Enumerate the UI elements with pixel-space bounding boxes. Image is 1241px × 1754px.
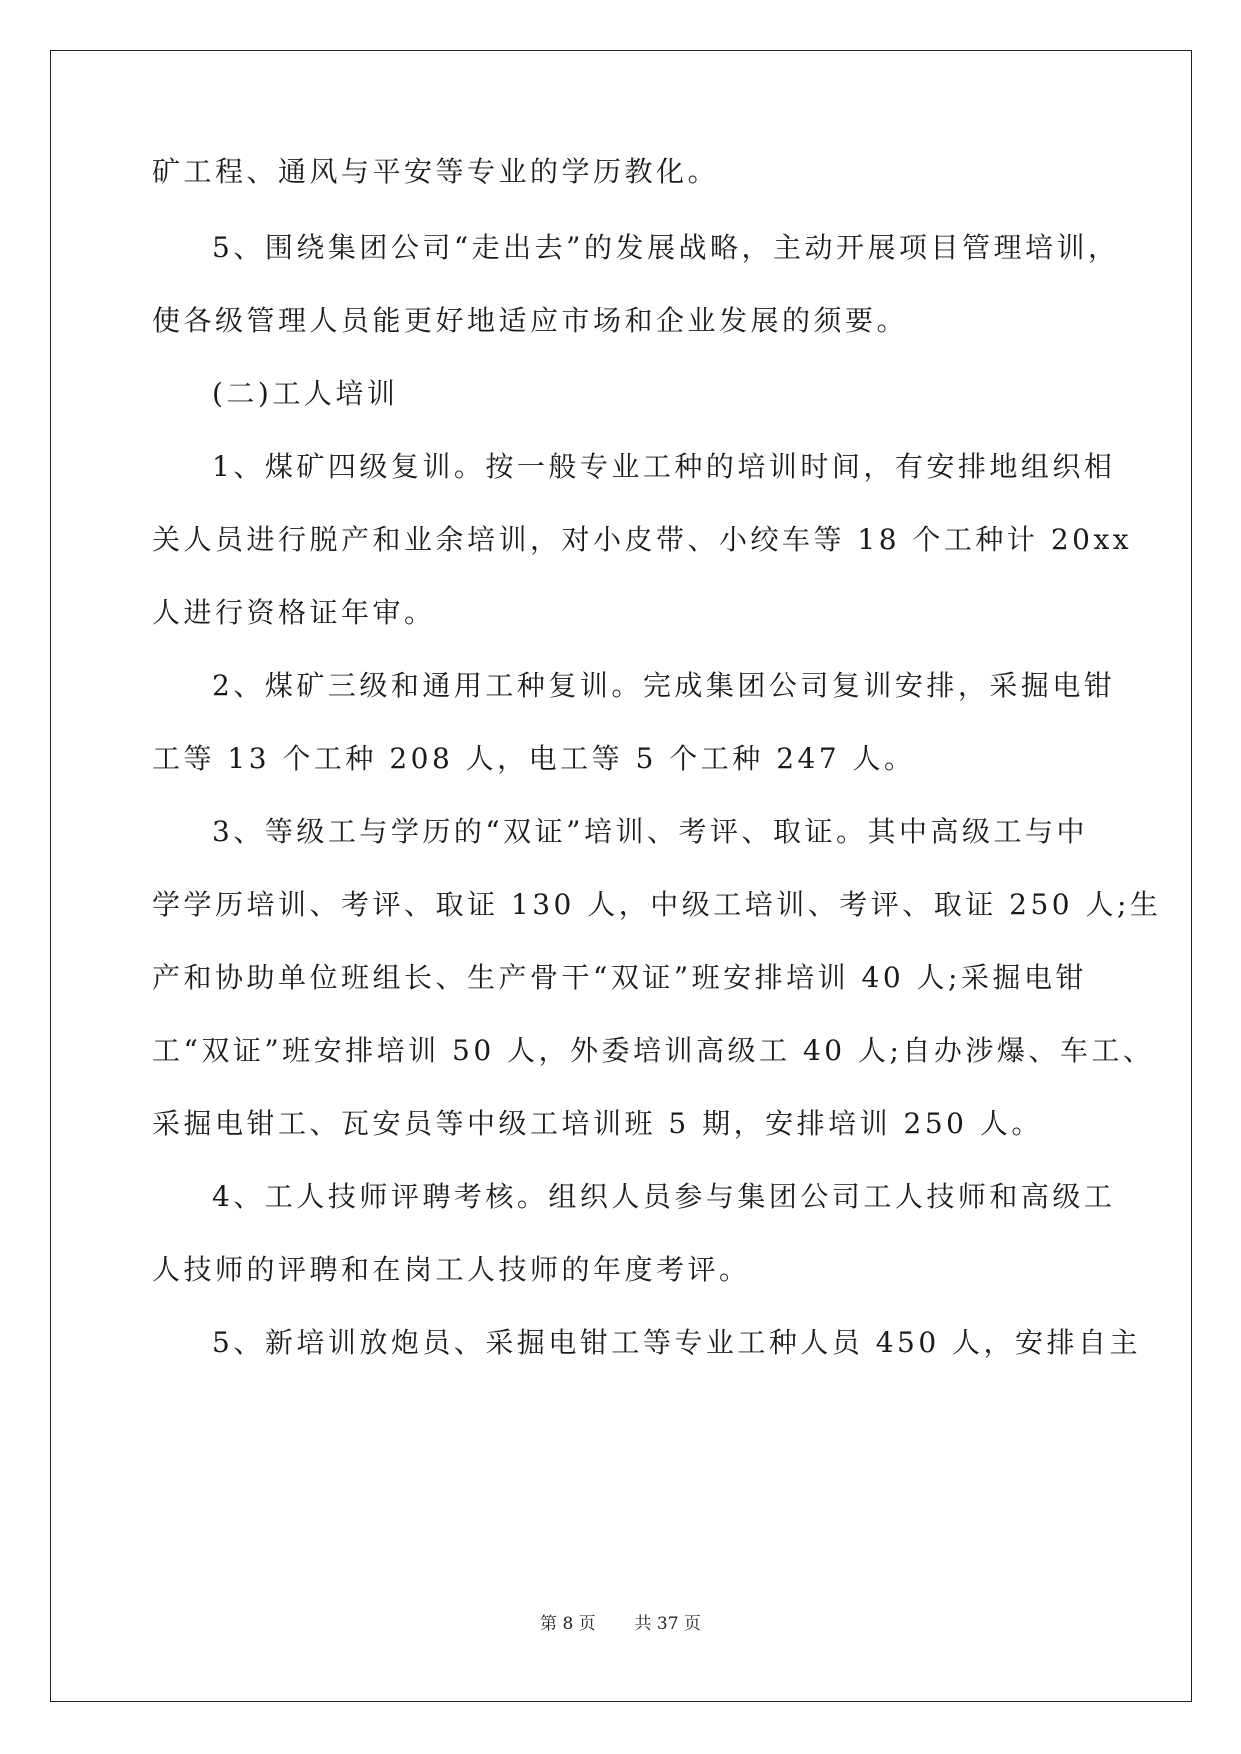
text-line: 人技师的评聘和在岗工人技师的年度考评。: [152, 1253, 751, 1286]
text-line: 采掘电钳工、瓦安员等中级工培训班 5 期，安排培训 250 人。: [152, 1107, 1043, 1140]
text-line: 工等 13 个工种 208 人，电工等 5 个工种 247 人。: [152, 742, 916, 775]
page-footer: [0, 1612, 1241, 1636]
text-line: 人进行资格证年审。: [152, 596, 436, 629]
text-line: 5、新培训放炮员、采掘电钳工等专业工种人员 450 人，安排自主: [212, 1326, 1142, 1359]
text-line: 产和协助单位班组长、生产骨干“双证”班安排培训 40 人;采掘电钳: [152, 961, 1087, 994]
page-number-current: 第 8 页: [540, 1614, 596, 1634]
text-line: 5、围绕集团公司“走出去”的发展战略，主动开展项目管理培训，: [212, 231, 1120, 264]
text-line: 工“双证”班安排培训 50 人，外委培训高级工 40 人;自办涉爆、车工、: [152, 1034, 1155, 1067]
text-line: 3、等级工与学历的“双证”培训、考评、取证。其中高级工与中: [212, 815, 1088, 848]
section-heading: (二)工人培训: [212, 377, 399, 410]
text-line: 1、煤矿四级复训。按一般专业工种的培训时间，有安排地组织相: [212, 450, 1116, 483]
page-number-total: 共 37 页: [634, 1614, 701, 1634]
text-line: 使各级管理人员能更好地适应市场和企业发展的须要。: [152, 304, 909, 337]
text-line: 矿工程、通风与平安等专业的学历教化。: [152, 155, 720, 188]
text-line: 学学历培训、考评、取证 130 人，中级工培训、考评、取证 250 人;生: [152, 888, 1162, 921]
text-line: 关人员进行脱产和业余培训，对小皮带、小绞车等 18 个工种计 20xx: [152, 523, 1133, 556]
text-line: 4、工人技师评聘考核。组织人员参与集团公司工人技师和高级工: [212, 1180, 1116, 1213]
text-line: 2、煤矿三级和通用工种复训。完成集团公司复训安排，采掘电钳: [212, 669, 1116, 702]
page-border: [50, 50, 1192, 1702]
